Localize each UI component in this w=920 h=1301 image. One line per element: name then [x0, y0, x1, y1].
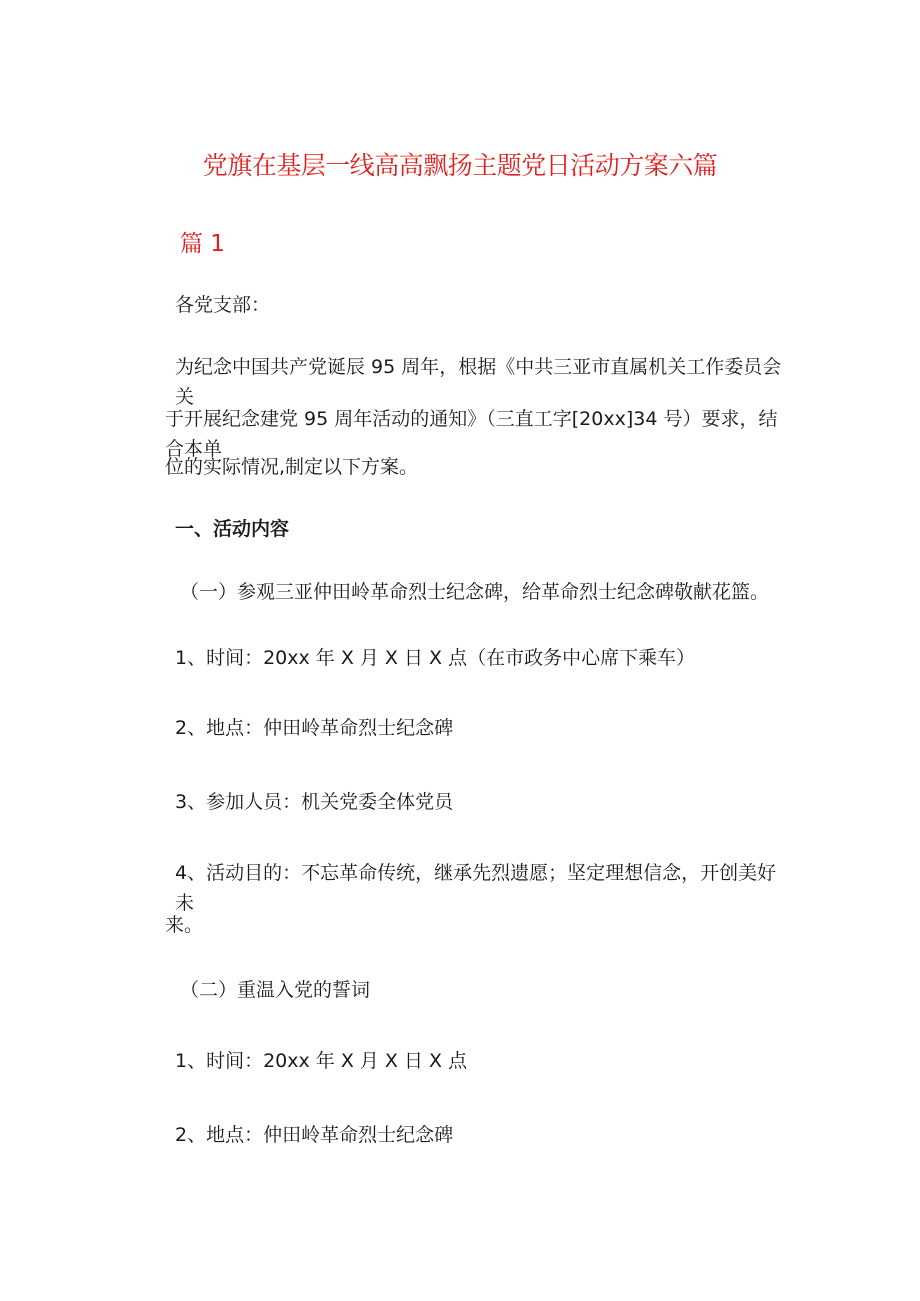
- sub1-item-location: 2、地点：仲田岭革命烈士纪念碑: [175, 717, 454, 739]
- section-heading-activity-content: 一、活动内容: [175, 518, 290, 540]
- sub1-item-time: 1、时间：20xx 年 X 月 X 日 X 点（在市政务中心席下乘车）: [175, 647, 696, 669]
- intro-line-2: 于开展纪念建党 95 周年活动的通知》（三直工字[20xx]34 号）要求，结合本单: [165, 408, 778, 460]
- sub-heading-1: （一）参观三亚仲田岭革命烈士纪念碑，给革命烈士纪念碑敬献花篮。: [180, 581, 770, 603]
- salutation: 各党支部：: [175, 294, 271, 316]
- intro-line-1: 为纪念中国共产党诞辰 95 周年，根据《中共三亚市直属机关工作委员会关: [175, 356, 782, 408]
- sub2-item-time: 1、时间：20xx 年 X 月 X 日 X 点: [175, 1050, 468, 1072]
- sub-heading-2: （二）重温入党的誓词: [180, 979, 371, 1001]
- sub1-item-purpose-cont: 来。: [165, 914, 204, 936]
- sub1-item-purpose: 4、活动目的：不忘革命传统，继承先烈遗愿；坚定理想信念，开创美好未: [175, 862, 777, 914]
- chapter-heading: 篇 1: [180, 231, 225, 257]
- sub1-item-participants: 3、参加人员：机关党委全体党员: [175, 791, 454, 813]
- document-title: 党旗在基层一线高高飘扬主题党日活动方案六篇: [202, 151, 718, 180]
- intro-line-3: 位的实际情况,制定以下方案。: [165, 456, 419, 478]
- sub2-item-location: 2、地点：仲田岭革命烈士纪念碑: [175, 1124, 454, 1146]
